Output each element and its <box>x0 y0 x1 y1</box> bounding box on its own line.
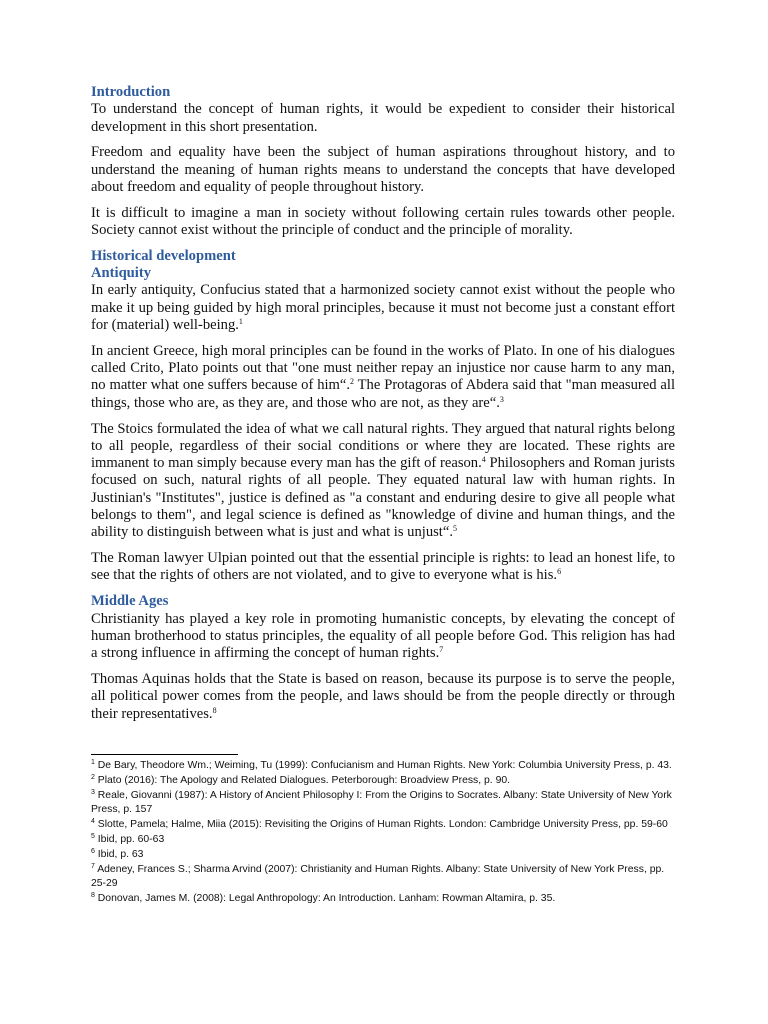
paragraph-text: Thomas Aquinas holds that the State is based on reason, because its purpose is to serve the people, all political power comes from the people, and laws should be from the people directly or through their representatives. <box>91 670 675 722</box>
antiquity-paragraph-2 <box>91 343 675 412</box>
footnote-number: 8 <box>91 892 95 900</box>
paragraph-text: Philosophers and Roman jurists focused on such, natural rights of all people. They equated natural law with human rights. In Justinian's "Institutes", justice is defined as "a constant and enduring desire to give all people what belongs to them", and legal science is defined as "knowledge of divine and human things, and the ability to distinguish between what is just and what is unjust“. <box>91 455 675 541</box>
footnote-8 <box>91 892 675 907</box>
footnote-ref[interactable]: 7 <box>439 645 444 655</box>
footnote-1 <box>91 759 675 774</box>
heading-antiquity: Antiquity <box>91 265 152 282</box>
paragraph-text: The Protagoras of Abdera said that "man measured all things, those who are, as they are, and those who are not, as they are“. <box>91 377 675 411</box>
footnote-ref[interactable]: 3 <box>499 394 504 404</box>
footnote-2 <box>91 774 675 789</box>
paragraph-text: Christianity has played a key role in promoting humanistic concepts, by elevating the concept of human brotherhood to status principles, the equality of all people before God. This religion has had a strong influence in affirming the concept of human rights. <box>91 610 675 662</box>
footnote-ref[interactable]: 2 <box>350 377 355 387</box>
footnote-ref[interactable]: 8 <box>212 705 217 715</box>
middle-ages-paragraph-2 <box>91 671 675 723</box>
footnote-3 <box>91 789 675 819</box>
intro-paragraph-3: It is difficult to imagine a man in society without following certain rules towards other people. Society cannot exist without the principle of conduct and the principle of morality. <box>91 204 675 239</box>
footnote-text: Plato (2016): The Apology and Related Dialogues. Peterborough: Broadview Press, p. 90. <box>94 774 511 786</box>
footnote-6 <box>91 848 675 863</box>
footnote-5 <box>91 833 675 848</box>
document-body <box>91 84 675 723</box>
footnote-ref[interactable]: 6 <box>557 567 562 577</box>
heading-middle-ages: Middle Ages <box>91 593 169 610</box>
footnote-text: Reale, Giovanni (1987): A History of Ancient Philosophy I: From the Origins to Socrates. Albany: State University of New York Press, p. 157 <box>91 789 672 816</box>
footnote-7 <box>91 863 675 893</box>
antiquity-paragraph-3 <box>91 421 675 542</box>
paragraph-text: The Stoics formulated the idea of what we call natural rights. They argued that natural rights belong to all people, regardless of their social conditions or where they are located. These rights are immanent to man simply because every man has the gift of reason. <box>91 420 675 472</box>
footnote-number: 1 <box>91 759 95 766</box>
antiquity-paragraph-4 <box>91 550 675 585</box>
antiquity-paragraph-1 <box>91 282 675 334</box>
middle-ages-paragraph-1 <box>91 611 675 663</box>
footnote-ref[interactable]: 1 <box>238 317 243 327</box>
footnote-separator <box>91 754 238 755</box>
footnote-number: 7 <box>91 862 95 870</box>
paragraph-text: In early antiquity, Confucius stated that a harmonized society cannot exist without the people who make it up being guided by high moral principles, because it must not become just a constant effort for (material) well-being. <box>91 282 675 334</box>
footnote-text: De Bary, Theodore Wm.; Weiming, Tu (1999): Confucianism and Human Rights. New York: Columbia University Press, p. 43. <box>94 760 672 771</box>
intro-paragraph-1: To understand the concept of human rights, it would be expedient to consider their historical development in this short presentation. <box>91 101 675 135</box>
footnote-number: 5 <box>91 832 95 840</box>
footnote-text: Slotte, Pamela; Halme, Miia (2015): Revisiting the Origins of Human Rights. London: Cambridge University Press, pp. 59-60 <box>94 819 668 831</box>
footnote-number: 2 <box>91 773 95 781</box>
footnote-text: Donovan, James M. (2008): Legal Anthropology: An Introduction. Lanham: Rowman Altamira, p. 35. <box>94 893 556 905</box>
paragraph-text: In ancient Greece, high moral principles can be found in the works of Plato. In one of his dialogues called Crito, Plato points out that "one must neither repay an injustice nor cause harm to any man, no matter what one suffers because of him“. <box>91 342 675 394</box>
intro-paragraph-2: Freedom and equality have been the subject of human aspirations throughout history, and to understand the meaning of human rights means to understand the concepts that have developed about freedom and equality of people throughout history. <box>91 144 675 195</box>
footnote-ref[interactable]: 4 <box>481 455 486 465</box>
footnotes <box>91 754 675 907</box>
heading-historical-development: Historical development <box>91 247 236 264</box>
footnote-number: 6 <box>91 847 95 855</box>
footnote-text: Adeney, Frances S.; Sharma Arvind (2007): Christianity and Human Rights. Albany: State University of New York Press, pp. 25-29 <box>91 863 665 890</box>
footnote-4 <box>91 818 675 833</box>
footnote-text: Ibid, pp. 60-63 <box>94 833 165 845</box>
footnote-text: Ibid, p. 63 <box>94 848 144 860</box>
footnote-ref[interactable]: 5 <box>452 524 457 534</box>
heading-introduction: Introduction <box>91 84 171 100</box>
paragraph-text: The Roman lawyer Ulpian pointed out that the essential principle is rights: to lead an honest life, to see that the rights of others are not violated, and to give to everyone what is his. <box>91 550 675 584</box>
footnote-number: 3 <box>91 788 95 796</box>
footnote-number: 4 <box>91 818 95 826</box>
